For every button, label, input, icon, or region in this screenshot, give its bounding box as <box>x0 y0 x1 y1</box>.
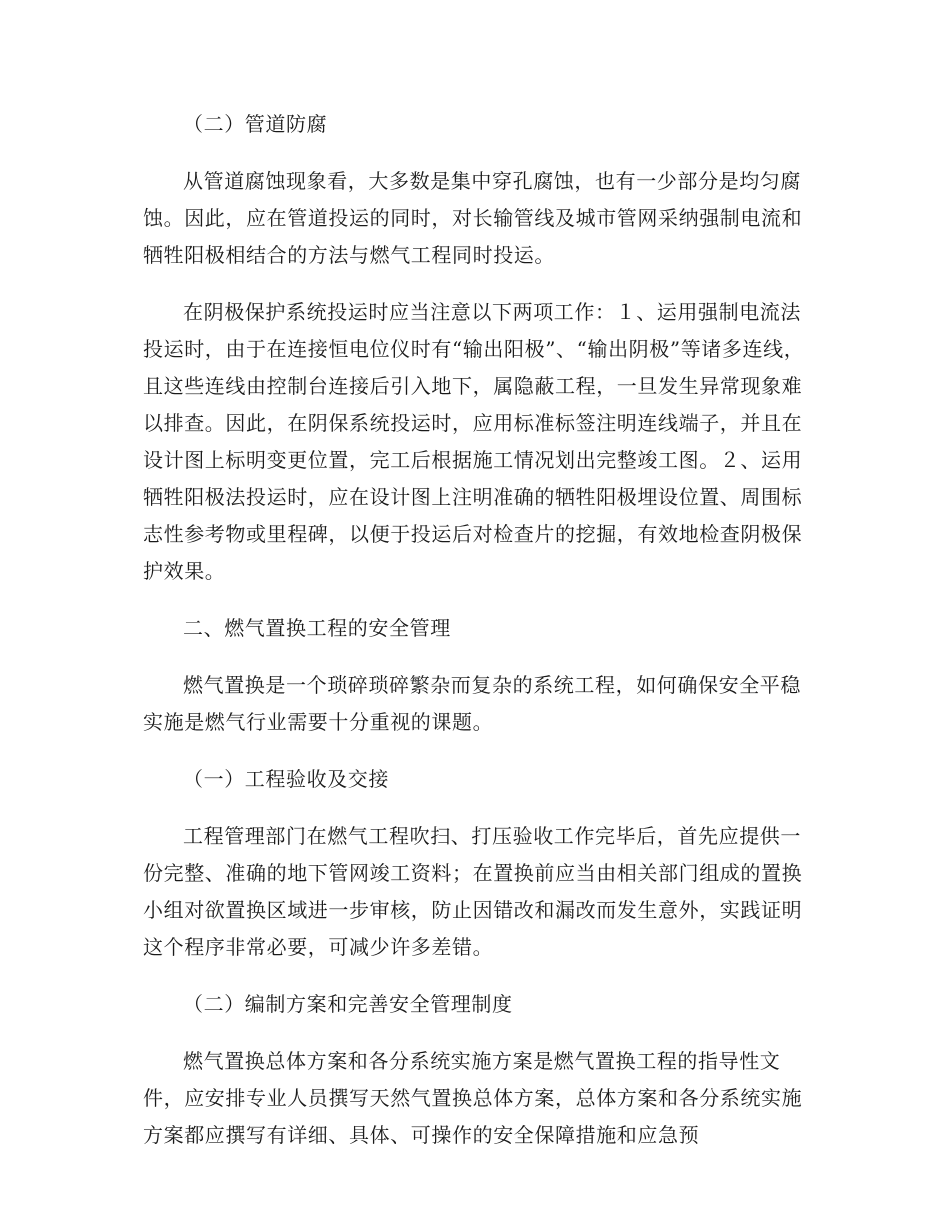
para-plan-and-rules: 燃气置换总体方案和各分系统实施方案是燃气置换工程的指导性文件，应安排专业人员撰写天然气置换总体方案，总体方案和各分系统实施方案都应撰写有详细、具体、可操作的安全保障措施和应急预 <box>143 1049 803 1147</box>
paragraph-gap <box>143 741 805 761</box>
paragraph-gap <box>143 647 805 667</box>
heading-gas-replacement-safety: 二、燃气置换工程的安全管理 <box>183 616 451 640</box>
para-cathodic-protection: 在阴极保护系统投运时应当注意以下两项工作：１、运用强制电流法投运时，由于在连接恒电位仪时有“输出阳极”、“输出阴极”等诸多连线，且这些连线由控制台连接后引入地下，属隐蔽工程，一旦发生异常现象难以排查。因此，在阴保系统投运时，应用标准标签注明连线端子，并且在设计图上标明变更位置，完工后根据施工情况划出完整竣工图。２、运用牺牲阳极法投运时，应在设计图上注明准确的牺牲阳极埋设位置、周围标志性参考物或里程碑，以便于投运后对检查片的挖掘，有效地检查阴极保护效果。 <box>143 300 805 583</box>
para-acceptance-handover: 工程管理部门在燃气工程吹扫、打压验收工作完毕后，首先应提供一份完整、准确的地下管网竣工资料；在置换前应当由相关部门组成的置换小组对欲置换区域进一步审核，防止因错改和漏改而发生意外，实践证明这个程序非常必要，可减少许多差错。 <box>143 824 803 959</box>
heading-pipeline-anticorrosion: （二）管道防腐 <box>183 112 328 136</box>
para-corrosion-phenomena: 从管道腐蚀现象看，大多数是集中穿孔腐蚀，也有一少部分是均匀腐蚀。因此，应在管道投运的同时，对长输管线及城市管网采纳强制电流和牺牲阳极相结合的方法与燃气工程同时投运。 <box>143 169 803 267</box>
document-body <box>143 106 805 1154</box>
heading-acceptance-handover: （一）工程验收及交接 <box>183 767 389 791</box>
paragraph-gap <box>143 966 805 986</box>
paragraph-gap <box>143 1023 805 1043</box>
paragraph-gap <box>143 274 805 294</box>
paragraph-gap <box>143 798 805 818</box>
paragraph-gap <box>143 143 805 163</box>
paragraph-gap <box>143 590 805 610</box>
heading-plan-and-rules: （二）编制方案和完善安全管理制度 <box>183 992 513 1016</box>
para-gas-replacement-intro: 燃气置换是一个琐碎琐碎繁杂而复杂的系统工程，如何确保安全平稳实施是燃气行业需要十分重视的课题。 <box>143 673 801 734</box>
